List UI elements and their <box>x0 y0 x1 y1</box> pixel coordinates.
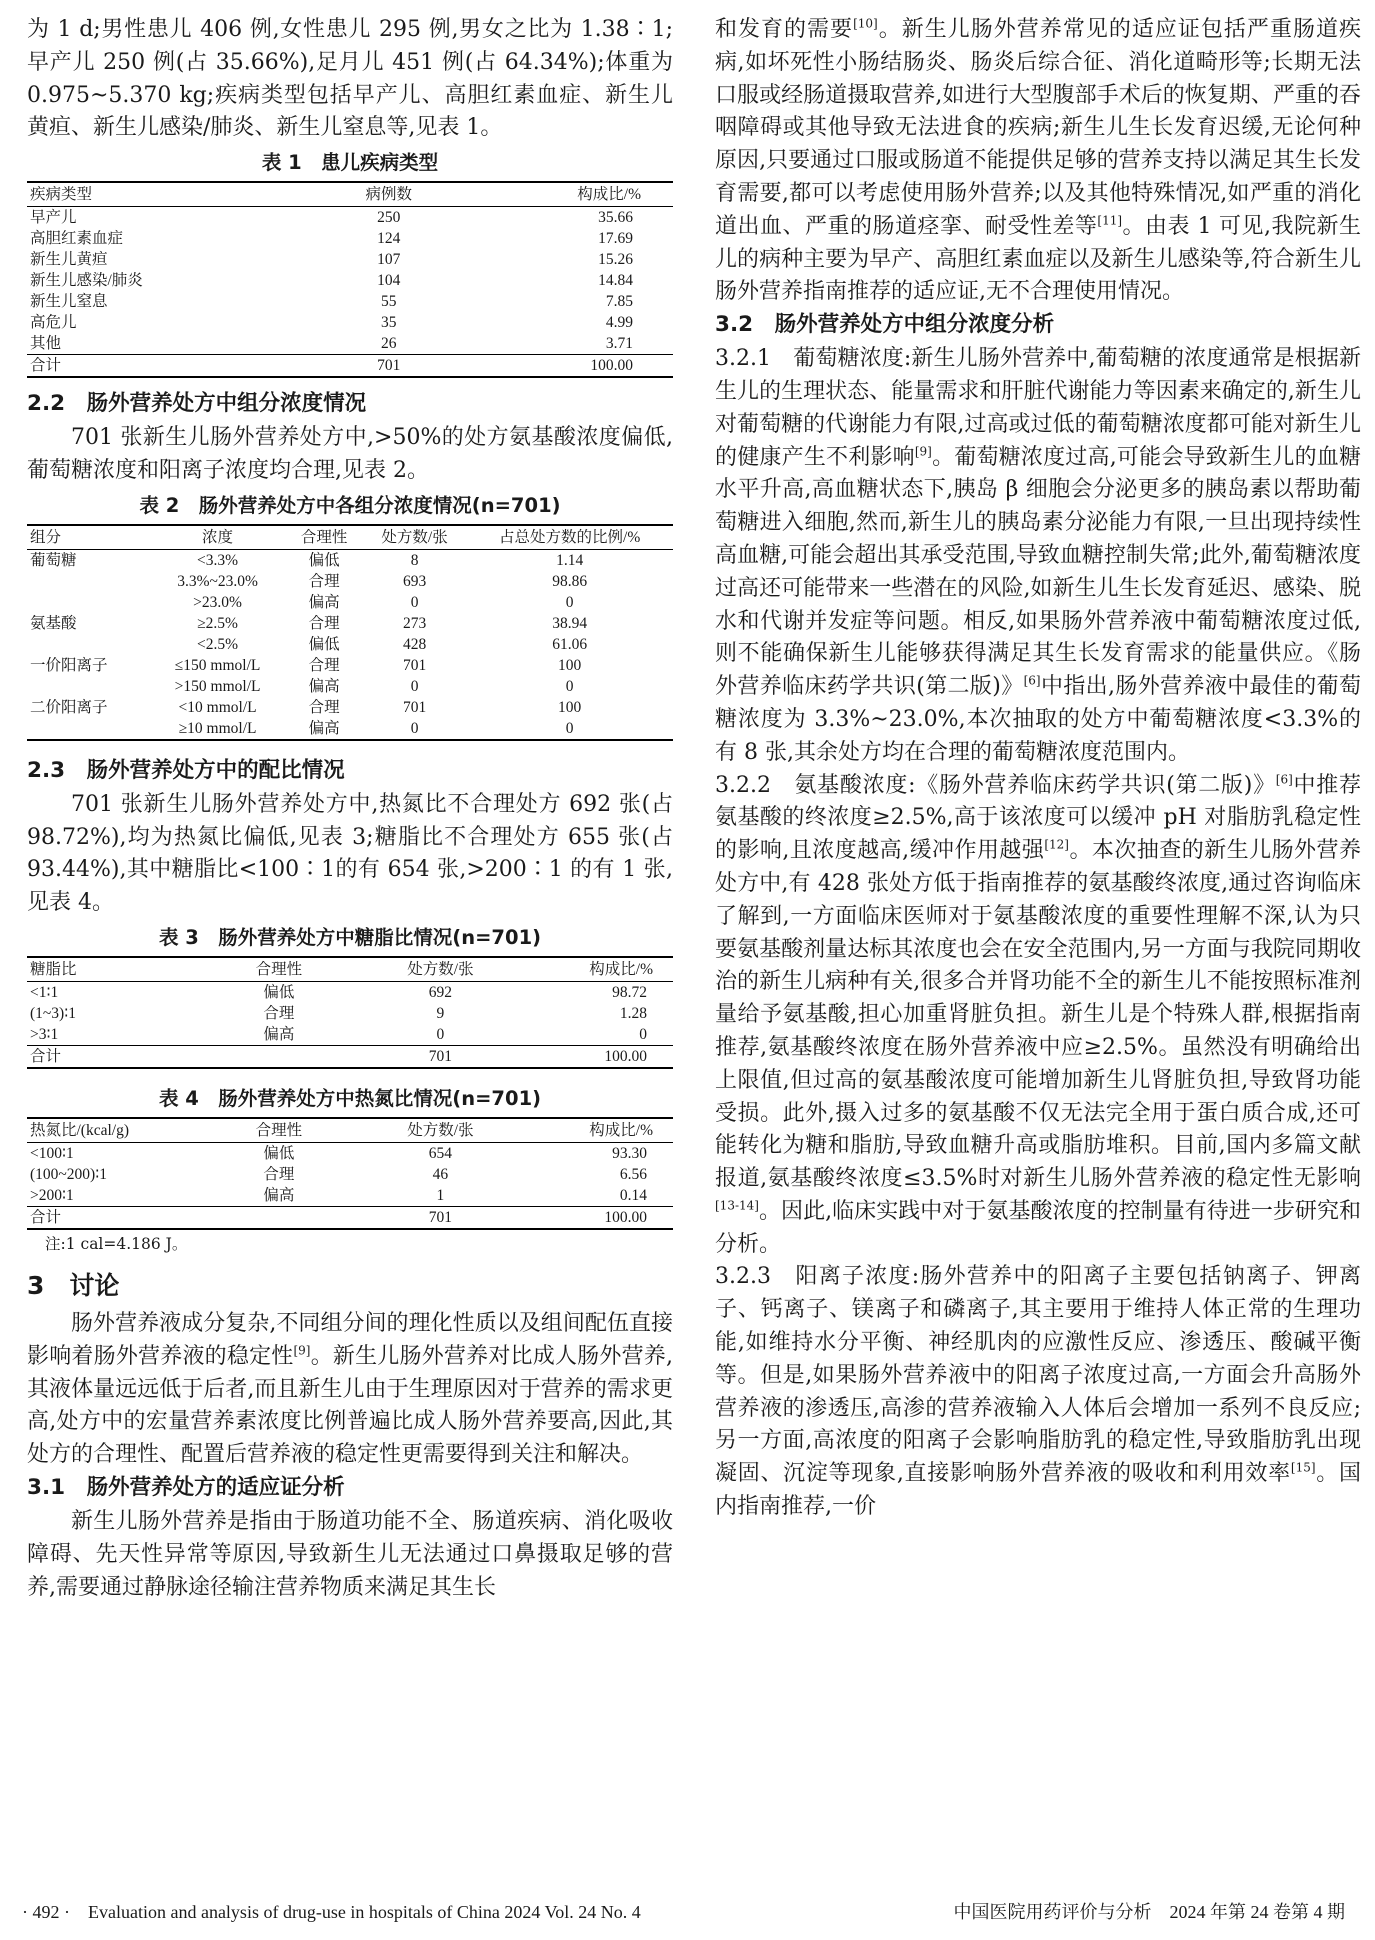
table-cell: 100.00 <box>479 355 673 378</box>
paragraph: 701 张新生儿肠外营养处方中,热氮比不合理处方 692 张(占 98.72%),均为热氮比偏低,见表 3;糖脂比不合理处方 655 张(占 93.44%),其中糖脂比<100∶1的有 654 张,>200∶1 的有 1 张,见表 4。 <box>27 791 673 916</box>
column-header: 热氮比/(kcal/g) <box>27 1118 195 1143</box>
table-cell: 合理 <box>308 656 340 674</box>
table-cell: 61.06 <box>552 635 588 653</box>
table-cell: 93.30 <box>612 1144 647 1162</box>
table-header-row <box>27 957 673 982</box>
table-cell: 0 <box>410 677 419 695</box>
paragraph: 701 张新生儿肠外营养处方中,>50%的处方氨基酸浓度偏低,葡萄糖浓度和阳离子浓度均合理,见表 2。 <box>27 425 673 483</box>
table-cell: 偏高 <box>263 1186 295 1204</box>
table-cell: 104 <box>377 272 401 290</box>
text-run: 。因此,临床实践中对于氨基酸浓度的控制量有待进一步研究和分析。 <box>715 1198 1361 1257</box>
paragraph <box>715 14 1361 309</box>
citation: [11] <box>1097 213 1123 228</box>
table-cell: 100.00 <box>518 1045 673 1068</box>
column-header: 糖脂比 <box>27 957 195 982</box>
table-row <box>27 676 673 697</box>
table-row <box>27 1024 673 1046</box>
table-cell: 偏低 <box>308 551 340 569</box>
text-run: 肠外营养液成分复杂,不同组分间的理化性质以及组间配伍直接影响着肠外营养液的稳定性 <box>27 1310 673 1369</box>
table-cell: >200∶1 <box>30 1186 74 1204</box>
subsection-heading: 3.2.2 氨基酸浓度: <box>715 772 916 798</box>
table-cell: 二价阳离子 <box>30 698 108 716</box>
table-cell: 250 <box>377 209 401 227</box>
table-cell: <3.3% <box>197 551 239 569</box>
paragraph <box>27 1308 673 1472</box>
column-header: 组分 <box>27 525 150 550</box>
table-cell: 14.84 <box>598 272 633 290</box>
left-column <box>27 14 673 1604</box>
table-cell: 15.26 <box>598 251 633 269</box>
table-cell: <1∶1 <box>30 983 59 1001</box>
table-row <box>27 697 673 718</box>
table-cell: 1.28 <box>619 1004 647 1022</box>
table-row <box>27 655 673 676</box>
table-cell: 偏低 <box>263 1144 295 1162</box>
section-heading: 3.2 肠外营养处方中组分浓度分析 <box>715 312 1055 338</box>
table-cell <box>27 571 150 592</box>
table-cell: >3∶1 <box>30 1025 59 1043</box>
table-cell: 葡萄糖 <box>30 551 77 569</box>
table-row <box>27 1003 673 1024</box>
table-cell: (100~200)∶1 <box>30 1165 107 1183</box>
table-row <box>27 270 673 291</box>
paragraph: 新生儿肠外营养是指由于肠道功能不全、肠道疾病、消化吸收障碍、先天性异常等原因,导致新生儿无法通过口鼻摄取足够的营养,需要通过静脉途径输注营养物质来满足其生长 <box>27 1508 673 1600</box>
citation: [6] <box>1275 772 1293 787</box>
table-cell: 100.00 <box>518 1206 673 1229</box>
text-run: 和发育的需要 <box>715 17 854 42</box>
table-cell: 偏高 <box>308 677 340 695</box>
table-cell: 0 <box>410 593 419 611</box>
table-cell: 新生儿窒息 <box>30 293 108 311</box>
table-cell: 合理 <box>263 1165 295 1183</box>
subsection-heading: 3.2.3 阳离子浓度: <box>715 1264 920 1290</box>
table-cell: 55 <box>381 293 397 311</box>
table-row <box>27 228 673 249</box>
table-cell: 273 <box>402 614 427 632</box>
table-cell: 26 <box>381 335 397 353</box>
column-header: 构成比/% <box>518 1118 673 1143</box>
table-cell: ≤150 mmol/L <box>174 656 261 674</box>
paragraph <box>715 343 1361 769</box>
table-cell: <100∶1 <box>30 1144 74 1162</box>
table-cell: 693 <box>402 572 427 590</box>
table-cell: 3.71 <box>605 335 633 353</box>
column-header: 占总处方数的比例/% <box>466 525 673 550</box>
table-cell: >23.0% <box>193 593 242 611</box>
table-cell: 合理 <box>308 698 340 716</box>
table-cell: 偏低 <box>308 635 340 653</box>
table-cell: 高胆红素血症 <box>30 230 124 248</box>
table-cell: 701 <box>363 1045 518 1068</box>
table-cell: 其他 <box>30 335 62 353</box>
table-row <box>27 718 673 740</box>
table-cell: <2.5% <box>197 635 239 653</box>
table-cell: 701 <box>402 698 427 716</box>
text-run: 《肠外营养临床药学共识(第二版)》 <box>915 772 1276 798</box>
table-header-row <box>27 182 673 207</box>
table-total-row <box>27 1045 673 1068</box>
column-header: 处方数/张 <box>363 957 518 982</box>
table-row <box>27 571 673 592</box>
table-total-row <box>27 1206 673 1229</box>
table-row <box>27 291 673 312</box>
table-header-row <box>27 1118 673 1143</box>
section-heading: 2.2 肠外营养处方中组分浓度情况 <box>27 391 367 417</box>
table-cell: >150 mmol/L <box>174 677 261 695</box>
column-header: 浓度 <box>150 525 286 550</box>
table-1 <box>27 181 673 378</box>
table-cell <box>195 1045 363 1068</box>
table-row <box>27 634 673 655</box>
table-cell: 0 <box>639 1025 647 1043</box>
table-cell <box>27 592 150 613</box>
text-run: 。新生儿肠外营养常见的适应证包括严重肠道疾病,如坏死性小肠结肠炎、肠炎后综合征、消化道畸形等;长期无法口服或经肠道摄取营养,如进行大型腹部手术后的恢复期、严重的吞咽障碍或其他导致无法进食的疾病;新生儿生长发育迟缓,无论何种原因,只要通过口服或肠道不能提供足够的营养支持以满足其生长发育需要,都可以考虑使用肠外营养;以及其他特殊情况,如严重的消化道出血、严重的肠道痉挛、耐受性差等 <box>715 17 1361 239</box>
column-header: 合理性 <box>195 957 363 982</box>
table-cell: 35 <box>381 314 397 332</box>
table-cell: 偏高 <box>263 1025 295 1043</box>
table-cell: 合计 <box>27 1045 195 1068</box>
text-run: 中推荐氨基酸的终浓度≥2.5%,高于该浓度可以缓冲 pH 对脂肪乳稳定性的影响,且浓度越高,缓冲作用越强 <box>715 772 1361 864</box>
section-heading: 3.1 肠外营养处方的适应证分析 <box>27 1474 345 1500</box>
table-cell: 701 <box>363 1206 518 1229</box>
table-cell: <10 mmol/L <box>178 698 257 716</box>
table-body <box>27 207 673 378</box>
column-header: 合理性 <box>195 1118 363 1143</box>
column-header: 疾病类型 <box>27 182 298 207</box>
citation: [10] <box>853 16 878 31</box>
text-run: 新生儿肠外营养中,葡萄糖的浓度通常是根据新生儿的生理状态、能量需求和肝脏代谢能力等因素来确定的,新生儿对葡萄糖的代谢能力有限,过高或过低的葡萄糖浓度都可能对新生儿的健康产生不利影响 <box>715 346 1361 470</box>
table-row <box>27 1185 673 1207</box>
table-cell: 100 <box>558 656 582 674</box>
citation: [12] <box>1044 837 1069 852</box>
citation: [15] <box>1290 1460 1316 1475</box>
column-header: 构成比/% <box>479 182 673 207</box>
table-cell: 偏高 <box>308 593 340 611</box>
table-3-caption: 表 3 肠外营养处方中糖脂比情况(n=701) <box>158 925 542 949</box>
table-cell <box>195 1206 363 1229</box>
table-row <box>27 1164 673 1185</box>
table-cell: 3.3%~23.0% <box>177 572 258 590</box>
table-cell: 98.86 <box>552 572 588 590</box>
column-header: 处方数/张 <box>363 1118 518 1143</box>
table-cell: 氨基酸 <box>30 614 77 632</box>
table-cell: ≥2.5% <box>197 614 238 632</box>
table-row <box>27 981 673 1003</box>
table-cell: 35.66 <box>598 209 633 227</box>
table-cell: 一价阳离子 <box>30 656 108 674</box>
table-cell: 701 <box>298 355 479 378</box>
table-row <box>27 1142 673 1164</box>
column-header: 处方数/张 <box>363 525 466 550</box>
text-run: 。国内指南推荐,一价 <box>715 1461 1361 1520</box>
column-header: 构成比/% <box>518 957 673 982</box>
table-body <box>27 981 673 1068</box>
table-cell: 6.56 <box>619 1165 647 1183</box>
table-cell: 合理 <box>308 572 340 590</box>
table-cell: 合计 <box>27 355 298 378</box>
table-cell: (1~3)∶1 <box>30 1004 76 1022</box>
table-cell: 偏低 <box>263 983 295 1001</box>
text-run: 。新生儿肠外营养对比成人肠外营养,其液体量远远低于后者,而且新生儿由于生理原因对于营养的需求更高,处方中的宏量营养素浓度比例普遍比成人肠外营养要高,因此,其处方的合理性、配置后营养液的稳定性更需要得到关注和解决。 <box>27 1343 673 1468</box>
table-row <box>27 207 673 229</box>
table-cell: 合理 <box>263 1004 295 1022</box>
citation: [13-14] <box>715 1198 759 1213</box>
page-footer-left: · 492 · Evaluation and analysis of drug-use in hospitals of China 2024 Vol. 24 No. 4 <box>22 1902 641 1922</box>
table-note: 注:1 cal=4.186 J。 <box>45 1234 188 1253</box>
table-cell: 654 <box>428 1144 453 1162</box>
right-column <box>715 14 1361 1524</box>
table-cell: 0 <box>565 677 574 695</box>
table-total-row <box>27 355 673 378</box>
text-run: 肠外营养中的阳离子主要包括钠离子、钾离子、钙离子、镁离子和磷离子,其主要用于维持人体正常的生理功能,如维持水分平衡、神经肌肉的应激性反应、渗透压、酸碱平衡等。但是,如果肠外营养液中的阳离子浓度过高,一方面会升高肠外营养液的渗透压,高渗的营养液输入人体后会增加一系列不良反应;另一方面,高浓度的阳离子会影响脂肪乳的稳定性,导致脂肪乳出现凝固、沉淀等现象,直接影响肠外营养液的吸收和利用效率 <box>715 1264 1361 1487</box>
table-row <box>27 333 673 355</box>
table-cell: 4.99 <box>605 314 633 332</box>
table-cell: 0 <box>565 593 574 611</box>
table-row <box>27 613 673 634</box>
table-row <box>27 249 673 270</box>
table-cell: 701 <box>402 656 427 674</box>
table-cell <box>27 676 150 697</box>
table-cell: 8 <box>410 551 419 569</box>
paragraph <box>715 1261 1361 1523</box>
text-run: 。本次抽查的新生儿肠外营养处方中,有 428 张处方低于指南推荐的氨基酸终浓度,通过咨询临床了解到,一方面临床医师对于氨基酸浓度的重要性理解不深,认为只要氨基酸剂量达标其浓度也会在安全范围内,另一方面与我院同期收治的新生儿病种有关,很多合并肾功能不全的新生儿不能按照标准剂量给予氨基酸,担心加重肾脏负担。新生儿是个特殊人群,根据指南推荐,氨基酸终浓度在肠外营养液中应≥2.5%。虽然没有明确给出上限值,但过高的氨基酸浓度可能增加新生儿肾脏负担,导致肾功能受损。此外,摄入过多的氨基酸不仅无法完全用于蛋白质合成,还可能转化为糖和脂肪,导致血糖升高或脂肪堆积。目前,国内多篇文献报道,氨基酸终浓度≤3.5%时对新生儿肠外营养液的稳定性无影响 <box>715 838 1361 1192</box>
text-run: 。葡萄糖浓度过高,可能会导致新生儿的血糖水平升高,高血糖状态下,胰岛 β 细胞会分泌更多的胰岛素以帮助葡萄糖进入细胞,然而,新生儿的胰岛素分泌能力有限,一旦出现持续性高血糖,可能会超出其承受范围,导致血糖控制失常;此外,葡萄糖浓度过高还可能带来一些潜在的风险,如新生儿生长发育延迟、感染、脱水和代谢并发症等问题。相反,如果肠外营养液中葡萄糖浓度过低,则不能确保新生儿能够获得满足其生长发育需求的能量供应。《肠外营养临床药学共识(第二版)》 <box>715 444 1361 700</box>
table-cell: 100 <box>558 698 582 716</box>
section-heading: 2.3 肠外营养处方中的配比情况 <box>27 757 345 783</box>
table-2 <box>27 524 673 741</box>
table-cell: 合理 <box>308 614 340 632</box>
table-1-caption: 表 1 患儿疾病类型 <box>261 151 439 175</box>
subsection-heading: 3.2.1 葡萄糖浓度: <box>715 346 912 372</box>
table-cell: 124 <box>377 230 401 248</box>
table-body <box>27 549 673 740</box>
table-cell: 428 <box>402 635 427 653</box>
table-cell: 38.94 <box>552 614 588 632</box>
table-cell: 高危儿 <box>30 314 77 332</box>
table-cell: 新生儿感染/肺炎 <box>30 272 143 290</box>
table-2-caption: 表 2 肠外营养处方中各组分浓度情况(n=701) <box>139 493 561 517</box>
table-row <box>27 549 673 571</box>
paragraph <box>715 770 1361 1262</box>
column-header: 病例数 <box>298 182 479 207</box>
table-cell: 9 <box>436 1004 445 1022</box>
table-body <box>27 1142 673 1229</box>
table-cell: ≥10 mmol/L <box>150 718 286 740</box>
paragraph: 为 1 d;男性患儿 406 例,女性患儿 295 例,男女之比为 1.38∶1;早产儿 250 例(占 35.66%),足月儿 451 例(占 64.34%);体重为 0.975~5.370 kg;疾病类型包括早产儿、高胆红素血症、新生儿黄疸、新生儿感染/肺炎、新生儿窒息等,见表 1。 <box>27 17 673 141</box>
text-run: 。由表 1 可见,我院新生儿的病种主要为早产、高胆红素血症以及新生儿感染等,符合新生儿肠外营养指南推荐的适应证,无不合理使用情况。 <box>715 213 1361 305</box>
table-cell: 46 <box>432 1165 449 1183</box>
table-cell: 0.14 <box>619 1186 647 1204</box>
table-cell: 新生儿黄疸 <box>30 251 108 269</box>
table-3 <box>27 956 673 1069</box>
page-footer-right: 中国医院用药评价与分析 2024 年第 24 卷第 4 期 <box>953 1902 1345 1922</box>
table-row <box>27 312 673 333</box>
table-cell <box>27 634 150 655</box>
table-cell: 1.14 <box>556 551 584 569</box>
table-cell: 7.85 <box>605 293 633 311</box>
table-cell: 692 <box>428 983 453 1001</box>
table-cell: 1 <box>436 1186 445 1204</box>
table-4-caption: 表 4 肠外营养处方中热氮比情况(n=701) <box>158 1086 542 1110</box>
text-run: 中指出,肠外营养液中最佳的葡萄糖浓度为 3.3%~23.0%,本次抽取的处方中葡萄糖浓度<3.3%的有 8 张,其余处方均在合理的葡萄糖浓度范围内。 <box>715 674 1362 765</box>
table-cell: 107 <box>377 251 401 269</box>
table-cell: 0 <box>436 1025 445 1043</box>
citation: [6] <box>1023 673 1041 688</box>
table-cell: 0 <box>466 718 673 740</box>
table-4 <box>27 1117 673 1230</box>
table-cell: 偏高 <box>285 718 363 740</box>
table-cell: 合计 <box>27 1206 195 1229</box>
table-cell: 98.72 <box>612 983 647 1001</box>
table-cell: 17.69 <box>598 230 633 248</box>
table-header-row <box>27 525 673 550</box>
citation: [9] <box>914 444 932 459</box>
citation: [9] <box>293 1343 311 1358</box>
column-header: 合理性 <box>285 525 363 550</box>
table-cell: 早产儿 <box>30 209 77 227</box>
section-heading: 3 讨论 <box>27 1270 120 1300</box>
table-row <box>27 592 673 613</box>
table-cell <box>27 718 150 740</box>
table-cell: 0 <box>363 718 466 740</box>
